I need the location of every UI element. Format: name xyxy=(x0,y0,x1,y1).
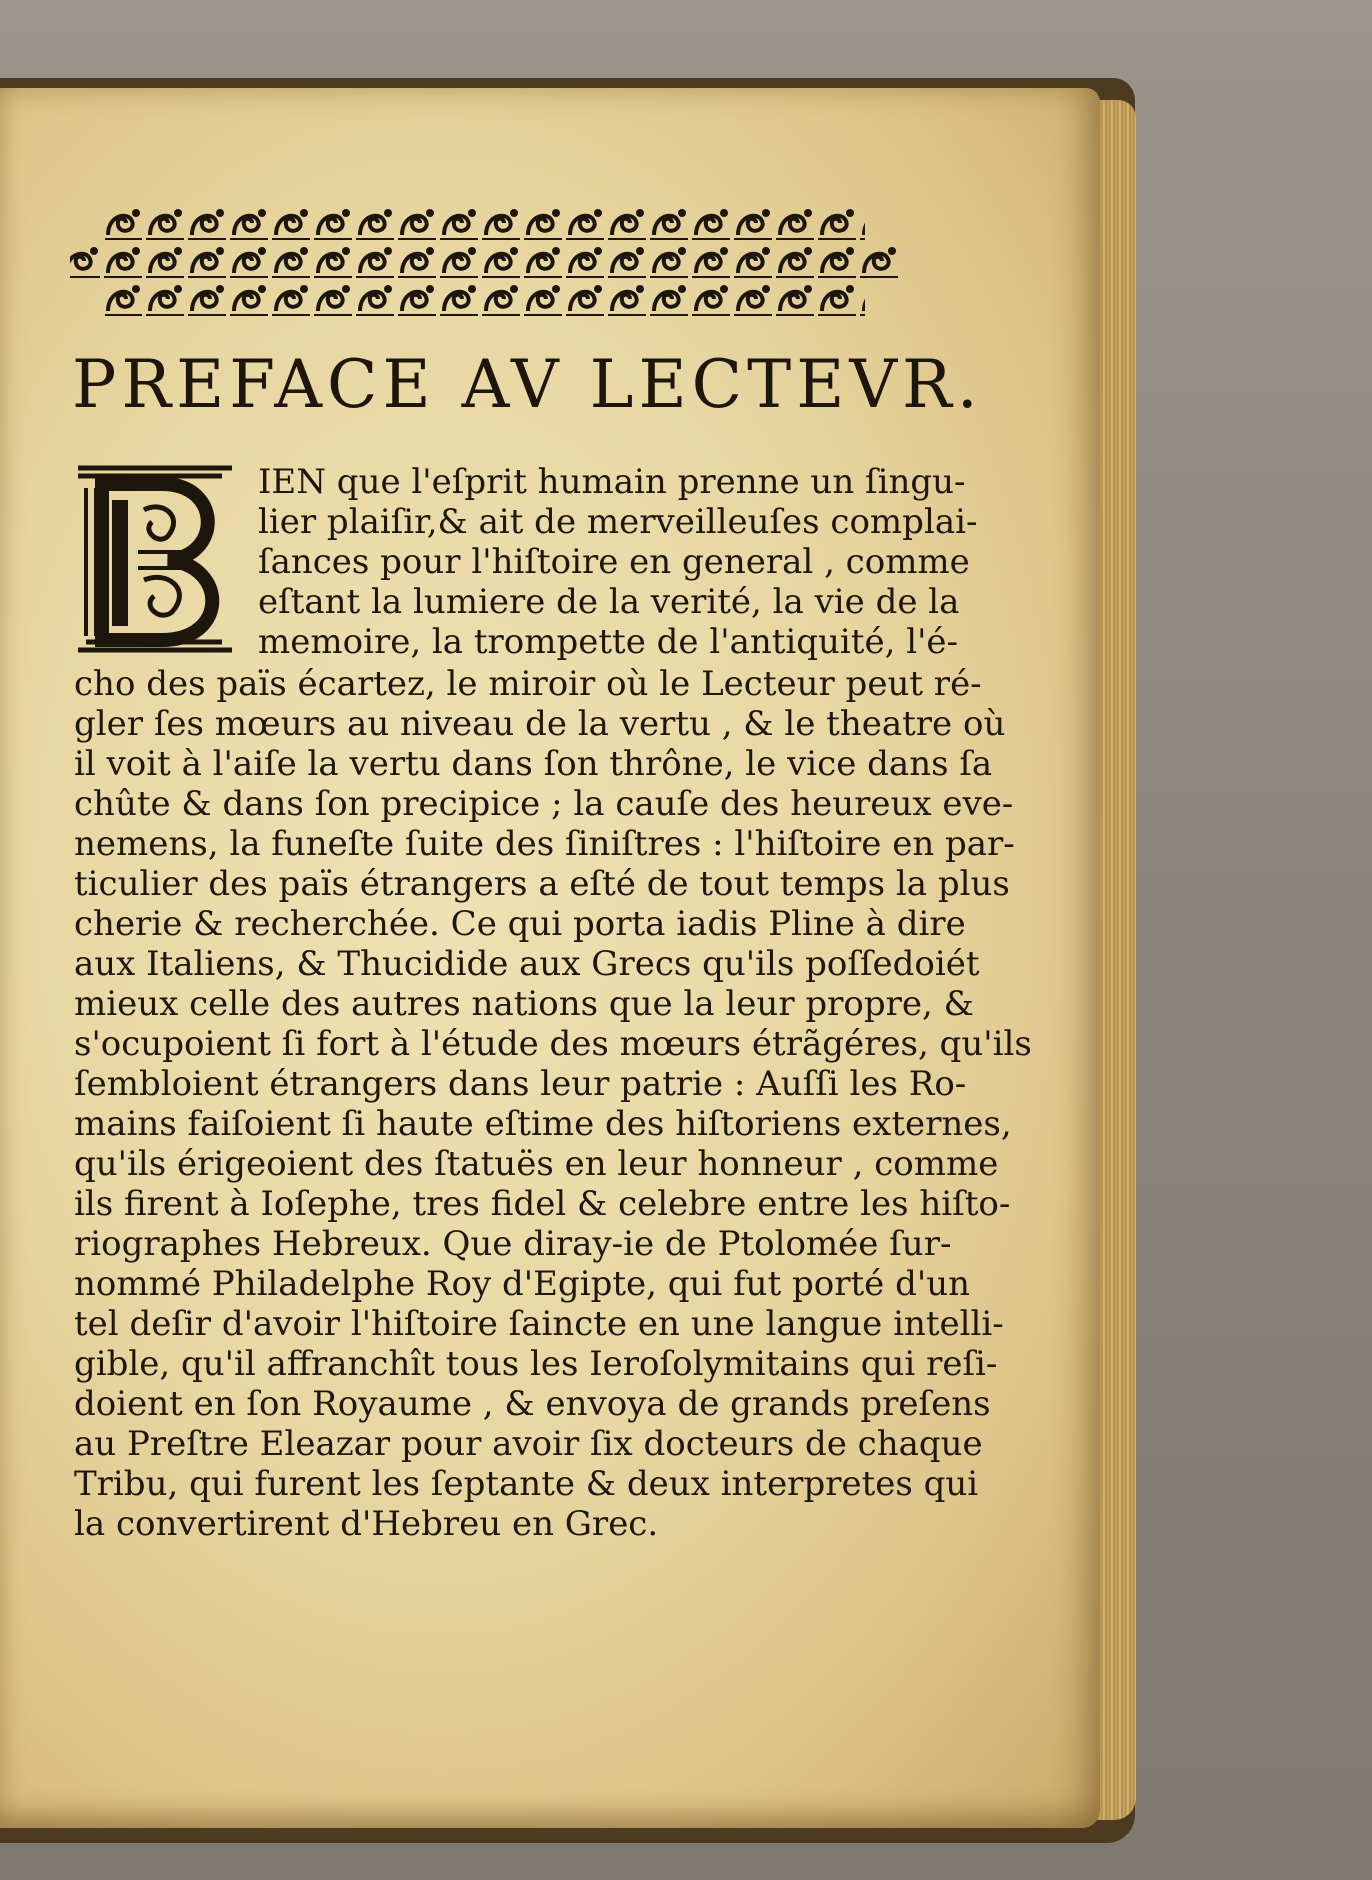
text-line: mains faiſoient ſi haute eſtime des hiſtoriens externes, xyxy=(74,1104,1012,1144)
text-line: cherie & recherchée. Ce qui porta iadis Pline à dire xyxy=(74,904,966,944)
text-line: riographes Hebreux. Que diray-ie de Ptolomée ſur- xyxy=(74,1224,952,1264)
text-line: eſtant la lumiere de la verité, la vie de la xyxy=(258,582,960,622)
text-line: nommé Philadelphe Roy d'Egipte, qui fut porté d'un xyxy=(74,1264,971,1304)
text-line: cho des païs écartez, le miroir où le Lecteur peut ré- xyxy=(74,664,982,704)
text-line: tel deſir d'avoir l'hiſtoire ſaincte en une langue intelli- xyxy=(74,1304,1004,1344)
text-line: IEN que l'eſprit humain prenne un ſingu- xyxy=(258,462,966,502)
text-line: ils firent à Ioſephe, tres fidel & celebre entre les hiſto- xyxy=(74,1184,1011,1224)
text-line: chûte & dans ſon precipice ; la cauſe des heureux eve- xyxy=(74,784,1014,824)
text-line: ſances pour l'hiſtoire en general , comme xyxy=(258,542,970,582)
text-line: mieux celle des autres nations que la leur propre, & xyxy=(74,984,974,1024)
text-line: qu'ils érigeoient des ſtatuës en leur honneur , comme xyxy=(74,1144,999,1184)
text-line: aux Italiens, & Thucidide aux Grecs qu'ils poſſedoiét xyxy=(74,944,980,984)
fleuron-band-icon xyxy=(60,205,900,323)
page-title: PREFACE AV LECTEVR. xyxy=(72,346,983,423)
text-line: s'ocupoient ſi fort à l'étude des mœurs étrãgéres, qu'ils xyxy=(74,1024,1032,1064)
text-line: gler ſes mœurs au niveau de la vertu , & le theatre où xyxy=(74,704,1006,744)
text-line: doient en ſon Royaume , & envoya de grands preſens xyxy=(74,1384,991,1424)
text-line: au Preſtre Eleazar pour avoir ſix docteurs de chaque xyxy=(74,1424,983,1464)
text-line: il voit à l'aiſe la vertu dans ſon thrône, le vice dans ſa xyxy=(74,744,993,784)
text-line: memoire, la trompette de l'antiquité, l'é- xyxy=(258,622,959,662)
text-line: gible, qu'il affranchît tous les Ieroſolymitains qui reſi- xyxy=(74,1344,998,1384)
text-line: nemens, la funeſte ſuite des ſiniſtres : l'hiſtoire en par- xyxy=(74,824,1015,864)
text-line: Tribu, qui furent les ſeptante & deux interpretes qui xyxy=(74,1464,979,1504)
text-line: la convertirent d'Hebreu en Grec. xyxy=(74,1504,659,1544)
text-line: ſembloient étrangers dans leur patrie : Auſſi les Ro- xyxy=(74,1064,967,1104)
text-line: lier plaiſir,& ait de merveilleuſes complai- xyxy=(258,502,978,542)
text-line: ticulier des païs étrangers a eſté de tout temps la plus xyxy=(74,864,1010,904)
decorated-initial-icon xyxy=(72,460,236,662)
